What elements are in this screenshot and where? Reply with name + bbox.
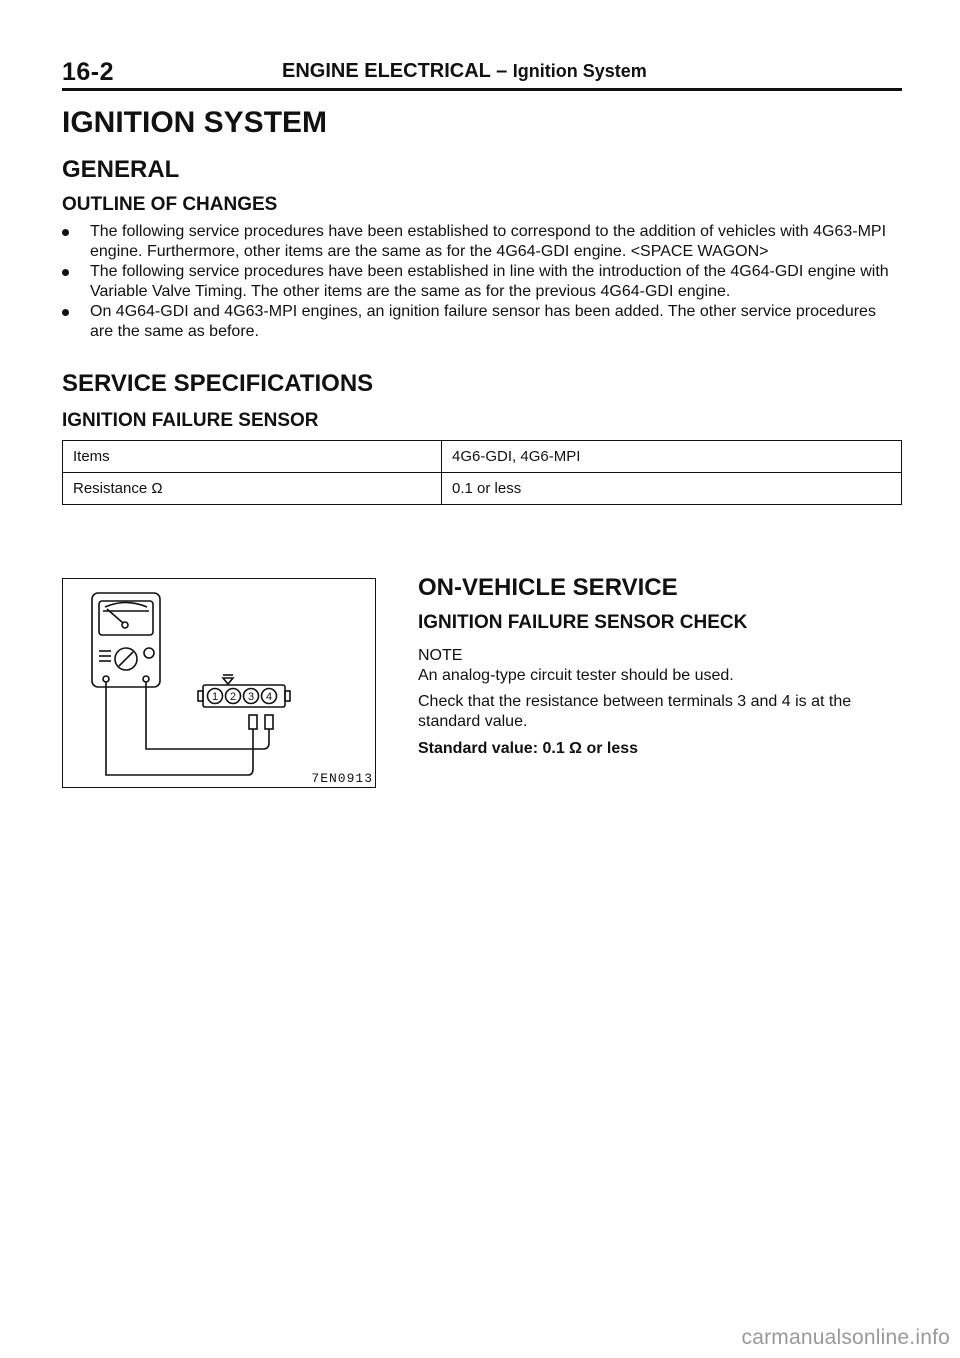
page-title: IGNITION SYSTEM — [62, 106, 328, 139]
tester-connection-illustration — [63, 579, 374, 786]
running-title — [282, 60, 647, 83]
outline-heading: OUTLINE OF CHANGES — [62, 194, 278, 215]
service-specs-heading: SERVICE SPECIFICATIONS — [62, 370, 374, 397]
tester-diagram — [62, 578, 376, 788]
title-separator: – — [496, 60, 508, 82]
on-vehicle-heading: ON-VEHICLE SERVICE — [418, 574, 678, 601]
standard-value: Standard value: 0.1 Ω or less — [418, 740, 639, 757]
subsection-title: Ignition System — [512, 61, 647, 81]
table-cell: Resistance Ω — [63, 473, 442, 505]
page-header — [62, 54, 902, 91]
figure-code: 7EN0913 — [311, 771, 373, 786]
section-title: ENGINE ELECTRICAL — [282, 60, 491, 82]
sensor-check-heading: IGNITION FAILURE SENSOR CHECK — [418, 612, 748, 633]
outline-bullet-list — [62, 222, 900, 342]
note-text: An analog-type circuit tester should be used. — [418, 667, 734, 684]
bullet-item: On 4G64-GDI and 4G63-MPI engines, an ignition failure sensor has been added. The other service procedures are the same as before. — [62, 302, 900, 342]
bullet-item: The following service procedures have been established to correspond to the addition of vehicles with 4G63-MPI engine. Furthermore, other items are the same as for the 4G64-GDI engine. <SPACE WAGON> — [62, 222, 900, 262]
terminal-label: 1 — [211, 691, 219, 703]
table-cell: 0.1 or less — [442, 473, 902, 505]
table-cell: Items — [63, 441, 442, 473]
spec-table — [62, 440, 902, 505]
terminal-label: 3 — [247, 691, 255, 703]
bullet-item: The following service procedures have been established in line with the introduction of the 4G64-GDI engine with Variable Valve Timing. The other items are the same as for the previous 4G64-GDI engine. — [62, 262, 900, 302]
terminal-label: 4 — [265, 691, 273, 703]
table-row — [63, 441, 902, 473]
check-instruction: Check that the resistance between terminals 3 and 4 is at the standard value. — [418, 693, 852, 730]
page-number: 16-2 — [62, 58, 115, 86]
note-label: NOTE — [418, 647, 463, 664]
table-row — [63, 473, 902, 505]
watermark: carmanualsonline.info — [741, 1326, 950, 1349]
on-vehicle-service-section — [418, 574, 902, 758]
note-block — [418, 646, 902, 686]
meter-body — [92, 593, 160, 687]
sensor-spec-heading: IGNITION FAILURE SENSOR — [62, 410, 319, 431]
terminal-label: 2 — [229, 691, 237, 703]
table-cell: 4G6-GDI, 4G6-MPI — [442, 441, 902, 473]
general-heading: GENERAL — [62, 156, 180, 183]
